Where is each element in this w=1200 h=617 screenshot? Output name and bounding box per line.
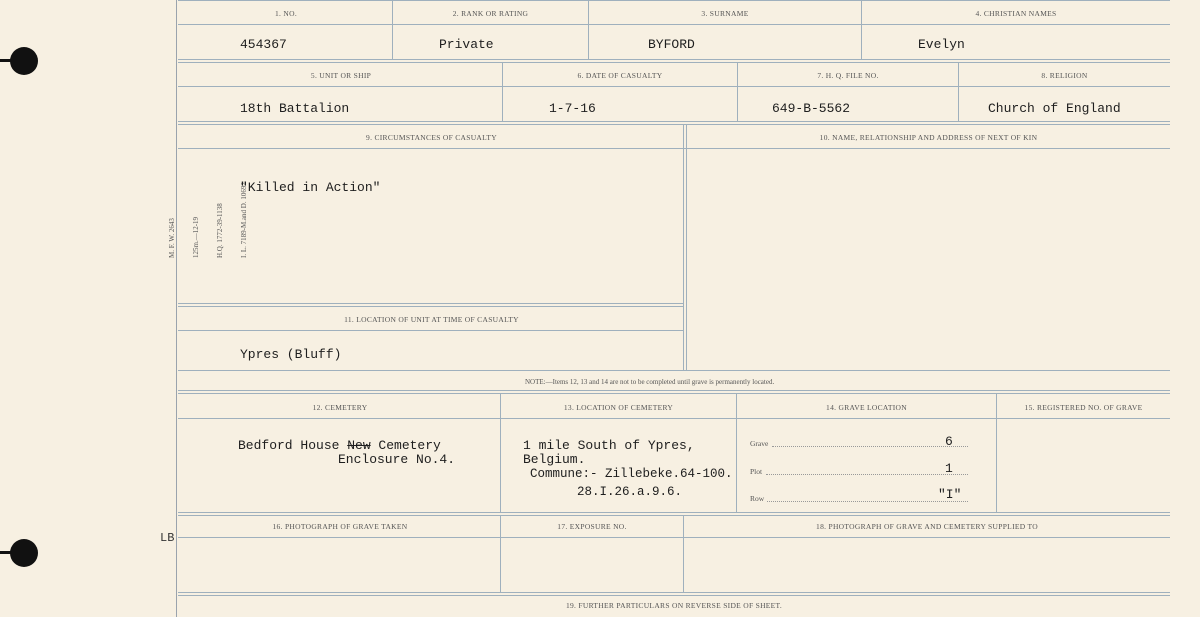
value-date: 1-7-16 — [549, 101, 596, 116]
rule — [178, 59, 1170, 60]
label-further-particulars: 19. FURTHER PARTICULARS ON REVERSE SIDE OF SHEET. — [565, 601, 783, 610]
punch-hole-bottom — [10, 539, 38, 567]
value-location-cemetery-line2: Belgium. — [523, 452, 586, 467]
rule — [686, 125, 687, 370]
margin-rule — [176, 0, 177, 617]
value-location-cemetery-line1: 1 mile South of Ypres, — [523, 438, 695, 453]
value-religion: Church of England — [988, 101, 1121, 116]
grave-label: Grave — [750, 439, 769, 448]
value-location-cemetery-line3: Commune:- Zillebeke.64-100. — [530, 467, 733, 481]
rule — [178, 537, 1170, 538]
label-location-cemetery: 13. LOCATION OF CEMETERY — [563, 403, 674, 412]
rule — [178, 592, 1170, 593]
value-circumstances: "Killed in Action" — [240, 180, 381, 195]
rule — [178, 390, 1170, 391]
value-no: 454367 — [240, 37, 287, 52]
rule — [178, 0, 1170, 1]
value-cemetery-line1 — [238, 438, 441, 453]
value-rank: Private — [439, 37, 494, 52]
row-value: "I" — [938, 487, 962, 502]
cemetery-struck-text: New — [347, 438, 371, 453]
label-registered-no: 15. REGISTERED NO. OF GRAVE — [1024, 403, 1143, 412]
label-photo-taken: 16. PHOTOGRAPH OF GRAVE TAKEN — [272, 522, 408, 531]
dotted-rule — [772, 446, 968, 447]
label-circumstances: 9. CIRCUMSTANCES OF CASUALTY — [366, 133, 497, 142]
note-text: NOTE:—Items 12, 13 and 14 are not to be completed until grave is permanently located. — [525, 378, 775, 386]
label-grave-location: 14. GRAVE LOCATION — [826, 403, 907, 412]
row-label: Row — [750, 494, 765, 503]
label-christian-names: 4. CHRISTIAN NAMES — [975, 9, 1057, 18]
label-no: 1. NO. — [274, 9, 297, 18]
print-code-line: I. L. 7189-M.and D. 10692 — [240, 182, 248, 258]
value-christian-names: Evelyn — [918, 37, 965, 52]
label-hq-file: 7. H. Q. FILE NO. — [817, 71, 879, 80]
label-date: 6. DATE OF CASUALTY — [577, 71, 663, 80]
label-unit: 5. UNIT OR SHIP — [310, 71, 372, 80]
label-surname: 3. SURNAME — [701, 9, 749, 18]
rule — [178, 370, 1170, 371]
rule — [178, 121, 1170, 122]
print-code-line: M. F. W. 2643 — [168, 218, 176, 258]
rule — [178, 148, 1170, 149]
value-unit: 18th Battalion — [240, 101, 350, 116]
dotted-rule — [766, 474, 968, 475]
value-cemetery-line2: Enclosure No.4. — [338, 452, 456, 467]
label-exposure: 17. EXPOSURE NO. — [557, 522, 627, 531]
value-location-cemetery-line4: 28.I.26.a.9.6. — [577, 485, 683, 499]
label-cemetery: 12. CEMETERY — [312, 403, 368, 412]
rule — [178, 418, 1170, 419]
print-code-line: H.Q. 1772-39-1138 — [216, 203, 224, 258]
plot-value: 1 — [945, 461, 953, 476]
rule — [683, 125, 684, 370]
label-photo-supplied: 18. PHOTOGRAPH OF GRAVE AND CEMETERY SUPPLIED TO — [816, 522, 1038, 531]
print-code-line: 125m.—12-19 — [192, 216, 200, 258]
rule — [178, 330, 683, 331]
label-location-unit: 11. LOCATION OF UNIT AT TIME OF CASUALTY — [344, 315, 519, 324]
label-religion: 8. RELIGION — [1041, 71, 1088, 80]
margin-mark: LB — [160, 531, 175, 545]
rule — [178, 303, 683, 304]
rule — [178, 86, 1170, 87]
label-rank: 2. RANK OR RATING — [452, 9, 529, 18]
value-surname: BYFORD — [648, 37, 695, 52]
cemetery-text: Bedford House — [238, 438, 348, 453]
value-hq-file: 649-B-5562 — [772, 101, 851, 116]
plot-label: Plot — [750, 467, 763, 476]
grave-value: 6 — [945, 434, 953, 449]
rule — [178, 24, 1170, 25]
cemetery-text: Cemetery — [370, 438, 441, 453]
label-next-of-kin: 10. NAME, RELATIONSHIP AND ADDRESS OF NEXT OF KIN — [819, 133, 1038, 142]
rule — [178, 512, 1170, 513]
value-location-unit: Ypres (Bluff) — [240, 347, 342, 362]
punch-hole-top — [10, 47, 38, 75]
